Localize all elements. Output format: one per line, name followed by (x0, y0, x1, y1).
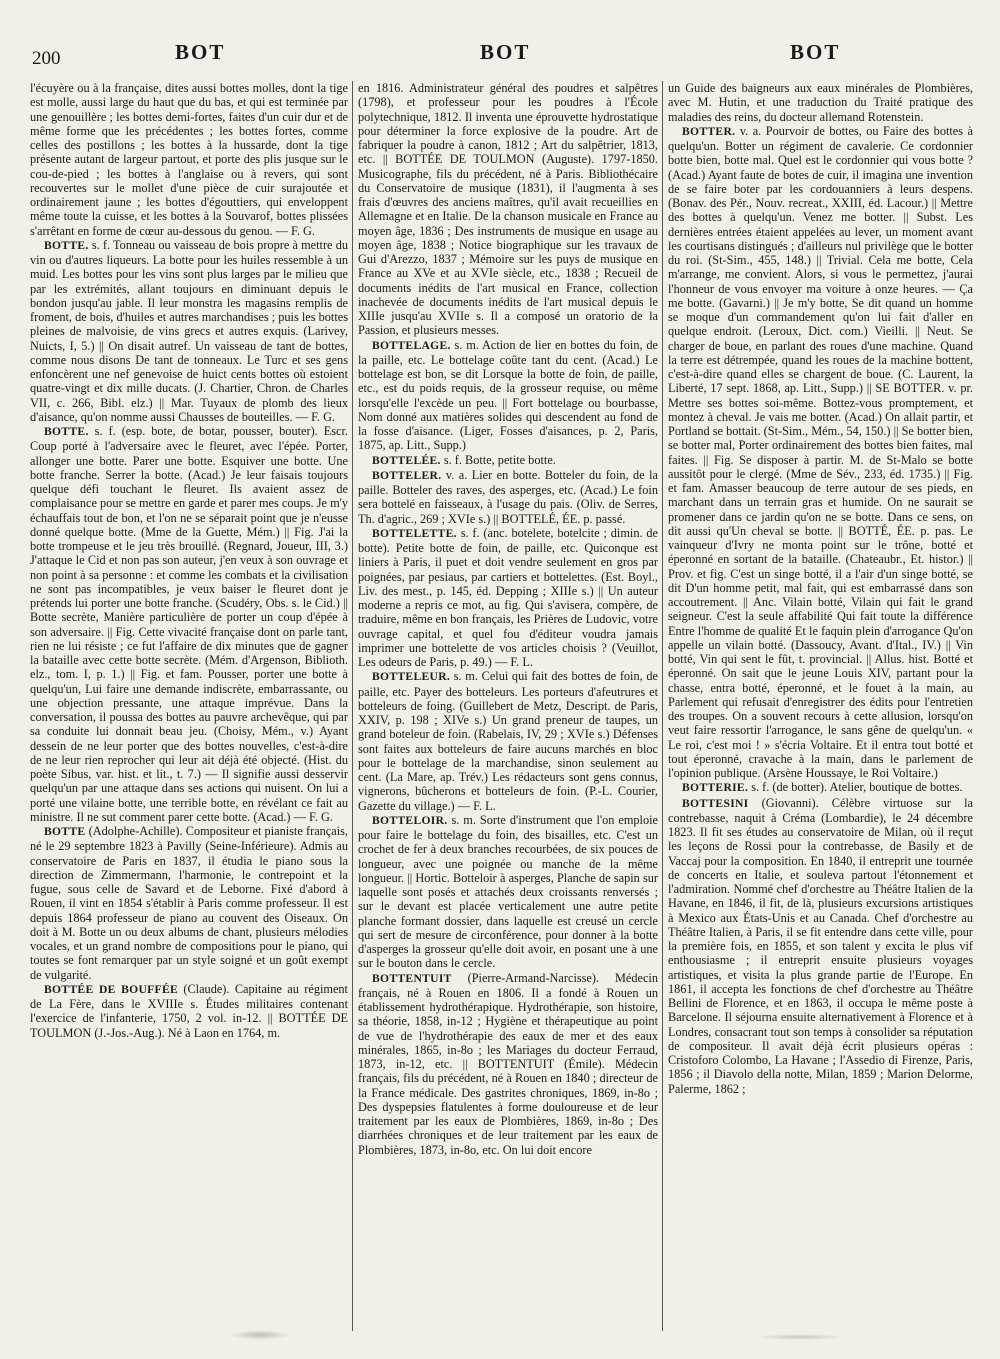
entry-text: s. f. (de botter). Atelier, boutique de bottes. (751, 780, 963, 795)
dictionary-entry (30, 982, 348, 1040)
column-rule (352, 81, 353, 1331)
entry-headword: BOTTER. (682, 124, 736, 138)
dictionary-entry (358, 526, 658, 670)
entry-text: (Adolphe-Achille). Compositeur et pianiste français, né le 29 septembre 1823 à Pavilly (Seine-Inférieure). Admis au conservatoire de Paris en 1837, il étudia le piano sous la direction de Zimmermann, l'harmonie, le contrepoint et la fugue, sous celle de Savard et de Leborne. Fixé d'abord à Rouen, il vint en 1854 s'établir à Paris comme professeur. Il est depuis 1864 professeur de piano au couvent des Oiseaux. On doit à M. Botte un ou deux albums de chant, plusieurs mélodies vocales, et un grand nombre de compositions pour le piano, qui toutes se font remarquer par un style soigné et un goût exempt de vulgarité. (30, 824, 348, 982)
dictionary-entry (30, 824, 348, 982)
dictionary-entry (30, 81, 348, 238)
entry-headword: BOTTESINI (682, 796, 749, 810)
dictionary-entry (358, 971, 658, 1157)
entry-headword: BOTTE. (44, 238, 89, 252)
dictionary-entry (358, 468, 658, 526)
running-head-left: BOT (175, 40, 226, 64)
entry-text: (Claude). Capitaine au régiment de La Fère, dans le XVIIIe s. Études militaires contenant l'exercice de l'infanterie, 1750, 2 vol. in-12. || BOTTÉE DE TOULMON (J.-Jos.-Aug.). Né à Laon en 1764, m. (30, 981, 348, 1040)
dictionary-entry (668, 124, 973, 781)
dictionary-entry (358, 81, 658, 338)
dictionary-entry (30, 238, 348, 424)
entry-headword: BOTTENTUIT (372, 971, 452, 985)
dictionary-entry (668, 780, 973, 795)
entry-text: s. f. Tonneau ou vaisseau de bois propre à mettre du vin ou d'autres liqueurs. La botte pour les huiles ressemble à un muid. Les bottes pour les vins sont plus larges par le milieu que par les extrémités, allant toujours en diminuant depuis le bondon jusqu'au jable. Il leur monstra les magasins remplis de froment, de bois, d'huiles et autres marchandises ; puis les bottes pleines de malvoisie, de vins grecs et autres exquis. (Larivey, Nuicts, I, 5.) || On disait autref. Un vaisseau de tant de bottes, comme nous disons De tant de tonneaux. Le Turc et ses gens enfoncèrent une nef genevoise de huict cents bottes où estoient quatre-vingt et dix mille ducats. (J. Chartier, Chron. de Charles VII, c. 266, Bibl. elz.) || Mar. Tuyaux de plomb des lieux d'aisance, qu'on nomme aussi Chausses de bouteilles. — F. G. (30, 237, 348, 424)
entry-text: v. a. Pourvoir de bottes, ou Faire des bottes à quelqu'un. Botter un régiment de cavalerie. Ce cordonnier botte bien, botte mal. Quel est le cordonnier qui vous botte ? (Acad.) Ayant faute de botes de cuir, il imagina une invention de se faire boter par les cordouanniers à leurs despens. (Bonav. des Pér., Nouv. recreat., XXIII, éd. Lacour.) || Mettre des bottes à quelqu'un. Venez me botter. || Subst. Les dernières entrées étaient appelées au lever, un moment avant les courtisans distingués ; d'ailleurs nul privilège que le botter du roi. (St-Sim., 455, 148.) || Trivial. Cela me botte, Cela m'arrange, me convient. Alors, si vous le permettez, j'aurai l'honneur de vous envoyer ma voiture à onze heures. — Ça me botte. (Gavarni.) || Je m'y botte, Se dit quand un homme se moque d'un commandement qu'on lui fait d'aller en quelque endroit. (Leroux, Dict. com.) Vieilli. || Neut. Se charger de boue, en parlant des roues d'une machine. Quand la terre est détrempée, quand les roues de la machine bottent, c'est-à-dire quand elles se chargent de boue. (C. Laurent, la Liberté, 17 sept. 1868, ap. Litt., Supp.) || SE BOTTER. v. pr. Mettre ses bottes soi-même. Bottez-vous promptement, et montez à cheval. Je vais me botter. (Acad.) On allait partir, et Portland se bottait. (St-Sim., Mém., 54, 150.) || Se botter bien, se botter mal, Porter ordinairement des bottes bien faites, mal faites. || Fig. Se disposer à partir. M. de St-Malo se botte aussitôt pour le clergé. (Mme de Sév., 233, éd. 1735.) || Fig. et fam. Amasser beaucoup de terre autour de ses pieds, en marchant dans un terrain gras et humide. On ne saurait se promener dans ce jardin qu'on ne se botte. Dans ce sens, on dit aussi qu'Un cheval se botte. || BOTTÉ, ÉE. p. pas. Le vainqueur d'Ivry ne monta point sur le trône, botté et éperonné en sortant de la bataille. (Chateaubr., Et. histor.) || Prov. et fig. C'est un singe botté, il a l'air d'un singe botté, se dit D'un homme petit, mal fait, qui est embarrassé dans son accoutrement. || Anc. Vilain botté, Vilain qui fait le grand seigneur. C'est la seule affabilité Qui fait toute la différence Entre l'homme de qualité Et le faquin plein d'arrogance Qu'on appelle un vilain botté. (Dassoucy, Avant. d'Ital., IV.) || Vin botté, Vin qui sent le fût, t. provincial. || Allus. hist. Botté et éperonné. On sait que le jeune Louis XIV, partant pour la chasse, entra botté, éperonné, et le fouet à la main, au Parlement qui refusait d'enregistrer des édits pour l'entretien des troupes. On a souvent recours à cette allusion, lorsqu'on veut faire ressortir l'arrogance, le sans gêne de quelqu'un. « Le roi, c'est moi ! » s'écria Voltaire. Et il entra tout botté et tout éperonné, cravache à la main, dans le parlement de l'opinion publique. (Arsène Houssaye, le Roi Voltaire.) (668, 123, 973, 780)
column-rule (662, 81, 663, 1331)
dictionary-entry (358, 453, 658, 468)
entry-text: (Pierre-Armand-Narcisse). Médecin français, né à Rouen en 1806. Il a fondé à Rouen un établissement hydrothérapique. Hydrothérapie, son histoire, sa théorie, 1858, in-12 ; Hygiène et thérapeutique au point de vue de l'hydrothérapie des eaux de mer et des eaux minérales, 1865, in-8o ; les Mariages du docteur Ferraud, 1873, in-12, etc. || BOTTENTUIT (Émile). Médecin français, fils du précédent, né à Rouen en 1840 ; directeur de la France médicale. Des gastrites chroniques, 1869, in-8o ; Des dyspepsies flatulentes à forme douloureuse et de leur traitement par les eaux de Plombières, 1869, in-8o ; Des diarrhées chroniques et de leur traitement par les eaux de Plombières, 1873, in-8o, etc. On lui doit encore (358, 970, 658, 1157)
running-head-center: BOT (480, 40, 531, 64)
column-3 (668, 81, 973, 1331)
entry-headword: BOTTELÉE. (372, 453, 441, 467)
entry-headword: BOTTÉE DE BOUFFÉE (44, 982, 179, 996)
entry-text: s. m. Celui qui fait des bottes de foin, de paille, etc. Payer des botteleurs. Les porteurs d'afeutrures et botteleurs de foing. (Guillebert de Metz, Descript. de Paris, XXIV, p. 198 ; XIVe s.) Un grand preneur de taupes, un grand boteleur de foin. (Rabelais, IV, 29 ; XVIe s.) Défenses sont faites aux botteleurs de faire aucuns marchés en bloc pour le bottelage de la marchandise, sinon seulement au cent. (La Mare, ap. Trév.) Les rédacteurs sont gens connus, vignerons, bûcherons et botteleurs de foin. (P.-L. Courier, Gazette du village.) — F. L. (358, 669, 658, 813)
dictionary-entry (358, 338, 658, 453)
ink-smudge (230, 1330, 290, 1340)
running-head-right: BOT (790, 40, 841, 64)
page-header (0, 40, 1000, 80)
dictionary-entry (668, 796, 973, 1096)
entry-text: s. m. Sorte d'instrument que l'on emploie pour faire le bottelage du foin, des bisailles, etc. C'est un crochet de fer à deux branches recourbées, de six pouces de longueur, avec une poignée ou manche de la même longueur. || Hortic. Botteloir à asperges, Planche de sapin sur laquelle sont posés et attachés deux croissants renversés ; sur le devant est placée verticalement une autre petite planche formant dossier, dans laquelle est creusé un cercle qui sert de mesure de circonférence, pour donner à la botte d'asperges la grosseur qu'elle doit avoir, en posant une à une sur le bouton dans le cercle. (358, 812, 658, 971)
entry-text: (Giovanni). Célèbre virtuose sur la contrebasse, naquit à Créma (Lombardie), le 24 décembre 1823. Il fit ses études au conservatoire de Milan, où il reçut les leçons de Rossi pour la contrebasse, de Basily et de Vaccaj pour la composition. En 1840, il entreprit une tournée de concerts en Italie, et souleva partout l'étonnement et l'admiration. Nommé chef d'orchestre au Théâtre Italien de la Havane, en 1846, il fit, de là, plusieurs excursions artistiques à Mexico aux États-Unis et au Canada. Chef d'orchestre au Théâtre Italien, à Paris, il se fit entendre dans cette ville, pour la première fois, en 1855, et son talent y excita le plus vif enthousiasme ; il entreprit ensuite plusieurs voyages artistiques, et visita la plus grande partie de l'Europe. En 1861, il accepta les fonctions de chef d'orchestre au Théâtre Bellini de Florence, et en 1863, il occupa le même poste à Barcelone. Il séjourna ensuite alternativement à Florence et à Londres, consacrant tout son temps à consolider sa réputation de compositeur. Il avait déjà écrit plusieurs opéras : Cristoforo Colombo, La Havane ; l'Assedio di Firenze, Paris, 1856 ; il Diavolo della notte, Milan, 1859 ; Marion Delorme, Palerme, 1862 ; (668, 795, 973, 1096)
column-1 (30, 81, 348, 1331)
entry-text: en 1816. Administrateur général des poudres et salpêtres (1798), et professeur pour les poudres à l'École polytechnique, 1812. Il inventa une éprouvette hydrostatique pour déterminer la force explosive de la poudre. Art de fabriquer la poudre à canon, 1812 ; Art du salpêtrier, 1813, etc. || BOTTÉE DE TOULMON (Auguste). 1797-1850. Musicographe, fils du précédent, né à Paris. Bibliothécaire du Conservatoire de musique (1831), il l'augmenta à ses frais d'œuvres des anciens maîtres, qu'il avait recueillies en Allemagne et en Italie. De la chanson musicale en France au moyen âge, 1836 ; Des instruments de musique en usage au moyen âge, 1838 ; Notice biographique sur les travaux de Gui d'Arezzo, 1837 ; Mémoire sur les puys de musique en France au XVe et au XVIe siècle, etc., 1838 ; Recueil de documents inédits de l'art musical en France, collection inachevée de documents inédits de l'art musical depuis le XIIIe jusqu'au XVIIe s. Il a composé un oratorio de la Passion, et plusieurs messes. (358, 81, 658, 338)
ink-smudge (755, 1334, 845, 1340)
column-2 (358, 81, 658, 1331)
entry-headword: BOTTELEUR. (372, 670, 451, 684)
entry-text: s. f. (anc. botelete, botelcite ; dimin. de botte). Petite botte de foin, de paille, etc. Quiconque est liniers à Paris, il puet et doit vendre seulement en gros par poignées, par pesiaus, par cartiers et bottelettes. (Est. Boyl., Liv. des mest., p. 145, éd. Depping ; XIIIe s.) || Un auteur moderne a repris ce mot, au fig. Qui s'avisera, compère, de traduire, même en bon français, les Prières de Ludovic, votre ouvrage capital, et quel fou d'éditeur voudra jamais imprimer une bottelette de vos articles choisis ? (Veuillot, Les odeurs de Paris, p. 49.) — F. L. (358, 525, 658, 669)
dictionary-entry (358, 669, 658, 813)
entry-headword: BOTTERIE. (682, 781, 749, 795)
entry-text: s. f. (esp. bote, de botar, pousser, bouter). Escr. Coup porté à l'adversaire avec le fleuret, avec l'épée. Porter, allonger une botte. Parer une botte. Esquiver une botte. Une botte franche. Serrer la botte. (Acad.) Je leur faisais toujours quelque défi touchant le fleuret. Ils avaient assez de complaisance pour se mettre en garde et parer mes coups. Je m'y échauffais tout de bon, et l'on ne se séparait point que je n'eusse donné quelque botte. (Mme de la Guette, Mém.) || Fig. J'ai la botte trompeuse et le jeu très brouillé. (Regnard, Joueur, III, 3.) J'attaque le Cid et non pas son auteur, j'en veux à son ouvrage et non point à sa personne : et comme les combats et la civilisation ne sont pas incompatibles, je veux baiser le fleuret dont je prétends lui porter une botte franche. (Scudéry, Obs. s. le Cid.) || Botte secrète, Manière particulière de porter un coup d'épée à son adversaire. || Fig. Cette vivacité française dont on parle tant, rien ne lui résiste ; ce fut l'affaire de dix minutes que de gagner la bataille avec cette botte secrète. (Mém. d'Argenson, Biblioth. elz., tom. I, p. 1.) || Fig. et fam. Pousser, porter une botte à quelqu'un, Lui faire une demande indiscrète, embarrassante, ou une objection pressante, une attaque imprévue. Dans la conversation, il poussa des bottes au pauvre archevêque, qui par sa conduite lui donnait beau jeu. (Choisy, Mém., v.) Ayant dessein de ne leur porter que des bottes nouvelles, c'est-à-dire de ne leur rien reprocher qui leur ait déjà été objecté. (Hist. du poète Sibus, var. hist. et lit., t. 7.) — Il signifie aussi desservir quelqu'un par une attaque dans ses actions qui nuisent. On lui a porté une vilaine botte, une terrible botte, en révélant ce fait au ministre. Il ne sut comment parer cette botte. (Acad.) — F. G. (30, 424, 348, 824)
entry-headword: BOTTE (44, 825, 86, 838)
entry-headword: BOTTELOIR. (372, 813, 448, 827)
dictionary-entry (668, 81, 973, 124)
entry-headword: BOTTE. (44, 425, 89, 438)
dictionary-entry (30, 424, 348, 824)
entry-headword: BOTTELETTE. (372, 526, 457, 540)
entry-headword: BOTTELAGE. (372, 338, 451, 352)
entry-text: l'écuyère ou à la française, dites aussi bottes molles, dont la tige est molle, aussi large du haut que du bas, et qui est terminée par une genouillère ; les bottes demi-fortes, faites d'un cuir dur et de même forme que les précédentes ; les bottes fortes, comme celles des postillons ; les bottes à la hussarde, dont la tige présente autant de largeur partout, et porte des plis jusque sur le cou-de-pied ; les bottes à l'anglaise ou à revers, qui sont recouvertes sur le mollet d'une pièce de cuir surajoutée et ordinairement jaune ; les bottes d'égouttiers, qui enveloppent même toute la cuisse, et les bottes à la Souvarof, bottes plissées s'arrêtant en forme de cœur au-dessous du genou. — F. G. (30, 81, 348, 238)
entry-text: s. m. Action de lier en bottes du foin, de la paille, etc. Le bottelage coûte tant du cent. (Acad.) Le bottelage est bon, se dit Lorsque la botte de foin, de paille, etc., est du poids requis, de la grosseur requise, ou même lorsqu'elle l'excède un peu. || Fort bottelage ou bourbasse, Nom donné aux matières solides qui descendent au fond de la fosse d'aisance. (Liger, Fosses d'aisances, p. 2, Paris, 1875, ap. Litt., Supp.) (358, 337, 658, 453)
entry-text: un Guide des baigneurs aux eaux minérales de Plombières, avec M. Hutin, et une traduction du Traité pratique des maladies des reins, du docteur allemand Rotenstein. (668, 81, 973, 124)
page-number: 200 (32, 48, 61, 69)
entry-headword: BOTTELER. (372, 468, 442, 482)
entry-text: v. a. Lier en botte. Botteler du foin, de la paille. Botteler des raves, des asperges, etc. (Acad.) Le foin sera bottelé en faisseaux, à l'usage du pais. (Oliv. de Serres, Th. d'agric., 269 ; XVIe s.) || BOTTELÉ, ÉE. p. passé. (358, 467, 658, 526)
entry-text: s. f. Botte, petite botte. (443, 452, 556, 467)
dictionary-entry (358, 813, 658, 971)
